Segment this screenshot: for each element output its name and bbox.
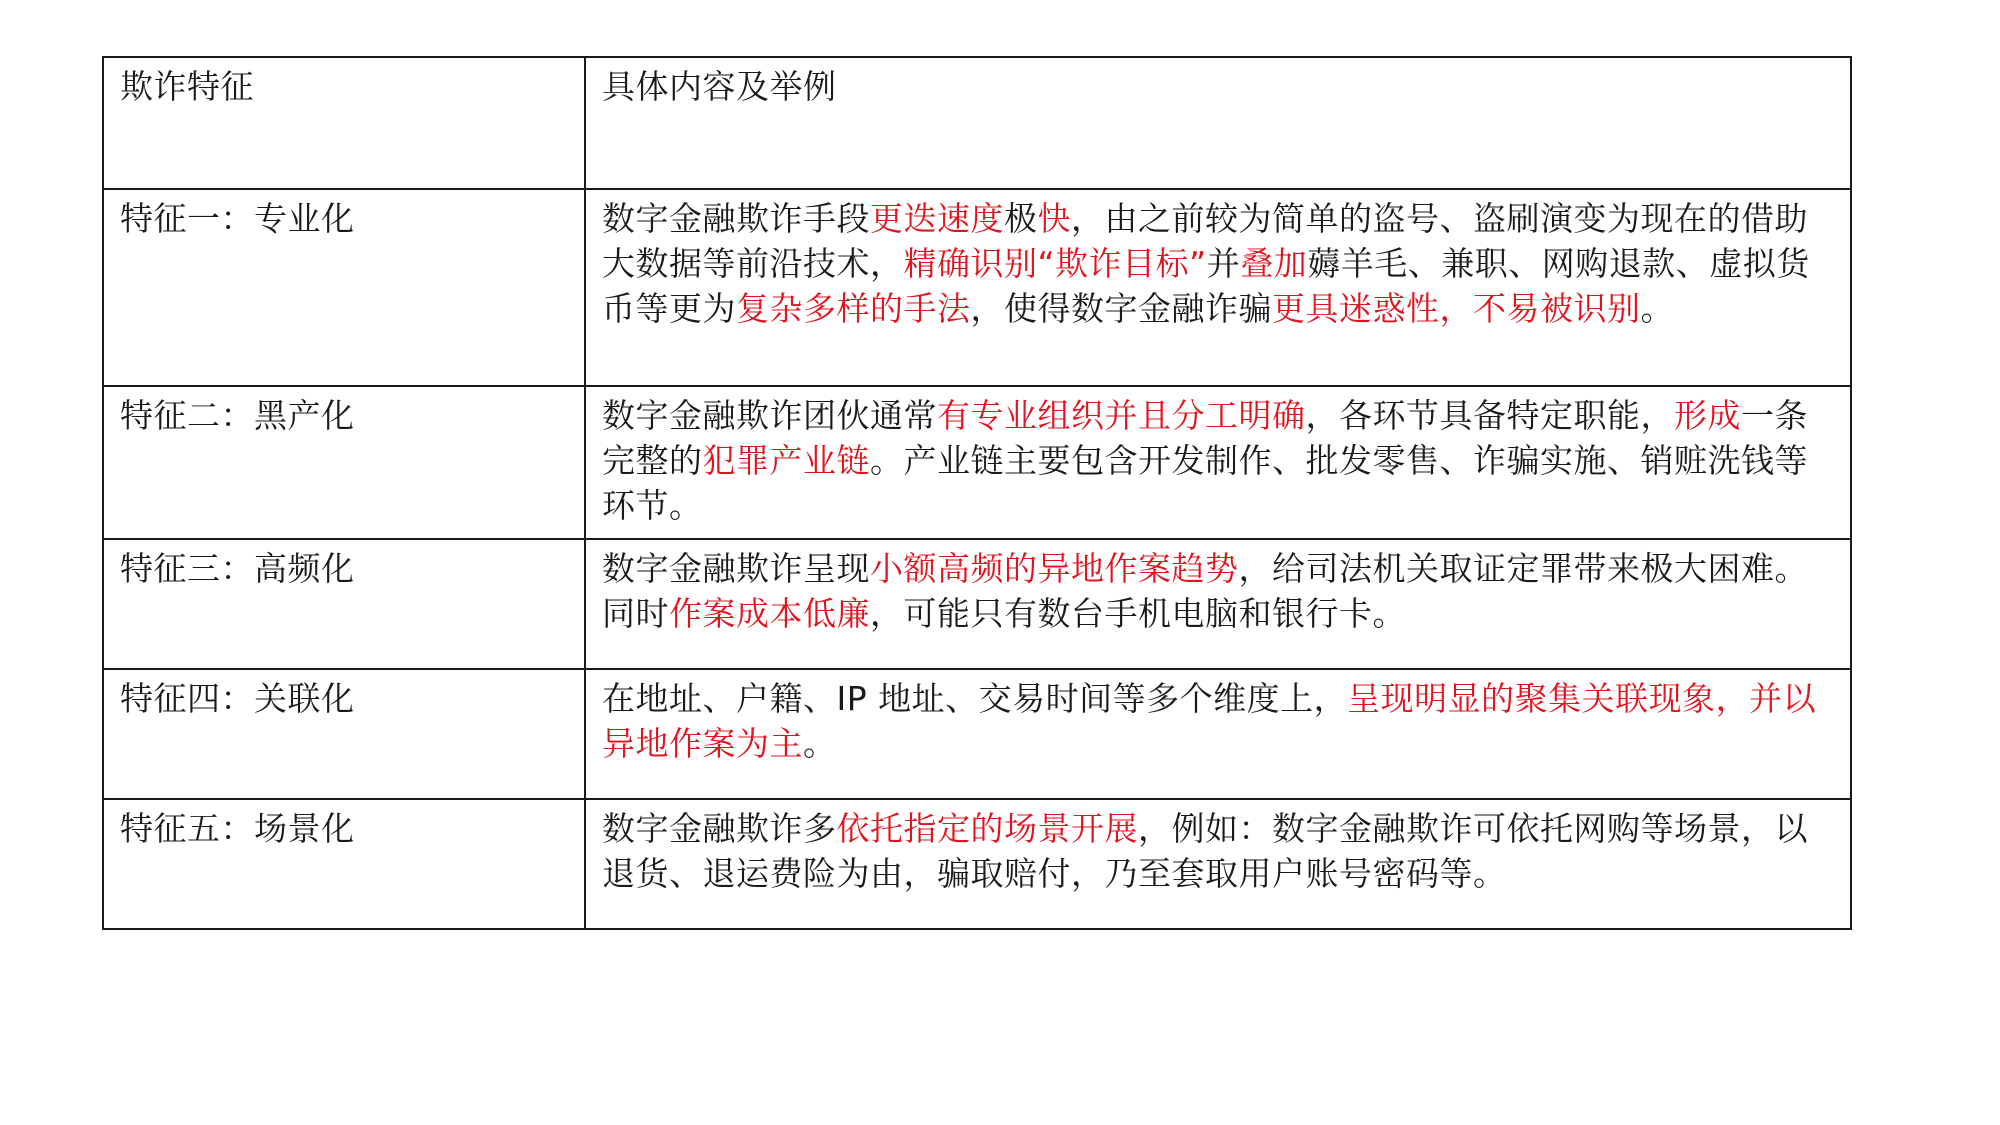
content-text: 。产业链主要包含开发制作、批发零售、诈骗实施、销赃洗钱等环节。 (602, 441, 1808, 525)
highlighted-text: 快 (1037, 199, 1071, 238)
highlighted-text: 叠加 (1240, 244, 1308, 283)
fraud-features-table (102, 56, 1852, 930)
content-cell (585, 386, 1851, 539)
table-row (103, 386, 1851, 539)
table-row (103, 189, 1851, 386)
highlighted-text: 更迭速度 (870, 199, 1004, 238)
content-text: 数字金融欺诈团伙通常 (602, 396, 937, 435)
highlighted-text: 呈现明显的聚集关联现象，并以异地作案为主 (602, 679, 1817, 763)
highlighted-text: 作案成本低廉 (669, 594, 870, 633)
content-text: 一条完整的 (602, 396, 1808, 480)
feature-cell: 特征一：专业化 (103, 189, 585, 386)
content-text: 数字金融欺诈多 (602, 809, 837, 848)
highlighted-text: 依托指定的场景开展 (836, 809, 1138, 848)
feature-cell: 特征二：黑产化 (103, 386, 585, 539)
content-text: ，由之前较为简单的盗号、盗刷演变为现在的借助大数据等前沿技术， (602, 199, 1808, 283)
content-text: ，给司法机关取证定罪带来极大困难。同时 (602, 549, 1808, 633)
content-text: 。 (803, 724, 837, 763)
table-row (103, 669, 1851, 799)
content-text: 。 (1640, 289, 1674, 328)
content-cell (585, 189, 1851, 386)
content-text: ，使得数字金融诈骗 (970, 289, 1272, 328)
content-text: ，可能只有数台手机电脑和银行卡。 (870, 594, 1406, 633)
content-text: 薅羊毛、兼职、网购退款、虚拟货币等更为 (602, 244, 1810, 328)
feature-cell: 特征三：高频化 (103, 539, 585, 669)
content-text: 数字金融欺诈呈现 (602, 549, 870, 588)
content-text: 并 (1206, 244, 1241, 283)
feature-cell: 特征四：关联化 (103, 669, 585, 799)
highlighted-text: 更具迷惑性，不易被识别 (1272, 289, 1641, 328)
feature-cell: 特征五：场景化 (103, 799, 585, 929)
header-feature-cell: 欺诈特征 (103, 57, 585, 189)
content-cell (585, 669, 1851, 799)
content-cell (585, 799, 1851, 929)
content-text: 数字金融欺诈手段 (602, 199, 870, 238)
highlighted-text: 小额高频的异地作案趋势 (870, 549, 1239, 588)
table-row (103, 799, 1851, 929)
header-content-cell: 具体内容及举例 (585, 57, 1851, 189)
highlighted-text: 复杂多样的手法 (736, 289, 971, 328)
highlighted-text: 犯罪产业链 (702, 441, 870, 480)
content-cell (585, 539, 1851, 669)
content-text: ，各环节具备特定职能， (1305, 396, 1674, 435)
table-row (103, 539, 1851, 669)
table-header-row (103, 57, 1851, 189)
content-text: 在地址、户籍、IP 地址、交易时间等多个维度上， (602, 679, 1348, 718)
content-text: 极 (1004, 199, 1038, 238)
highlighted-text: 形成 (1674, 396, 1741, 435)
highlighted-text: 有专业组织并且分工明确 (937, 396, 1306, 435)
content-text: ，例如：数字金融欺诈可依托网购等场景，以退货、退运费险为由，骗取赔付，乃至套取用户账号密码等。 (602, 809, 1808, 893)
highlighted-text: 精确识别“欺诈目标” (903, 244, 1207, 283)
